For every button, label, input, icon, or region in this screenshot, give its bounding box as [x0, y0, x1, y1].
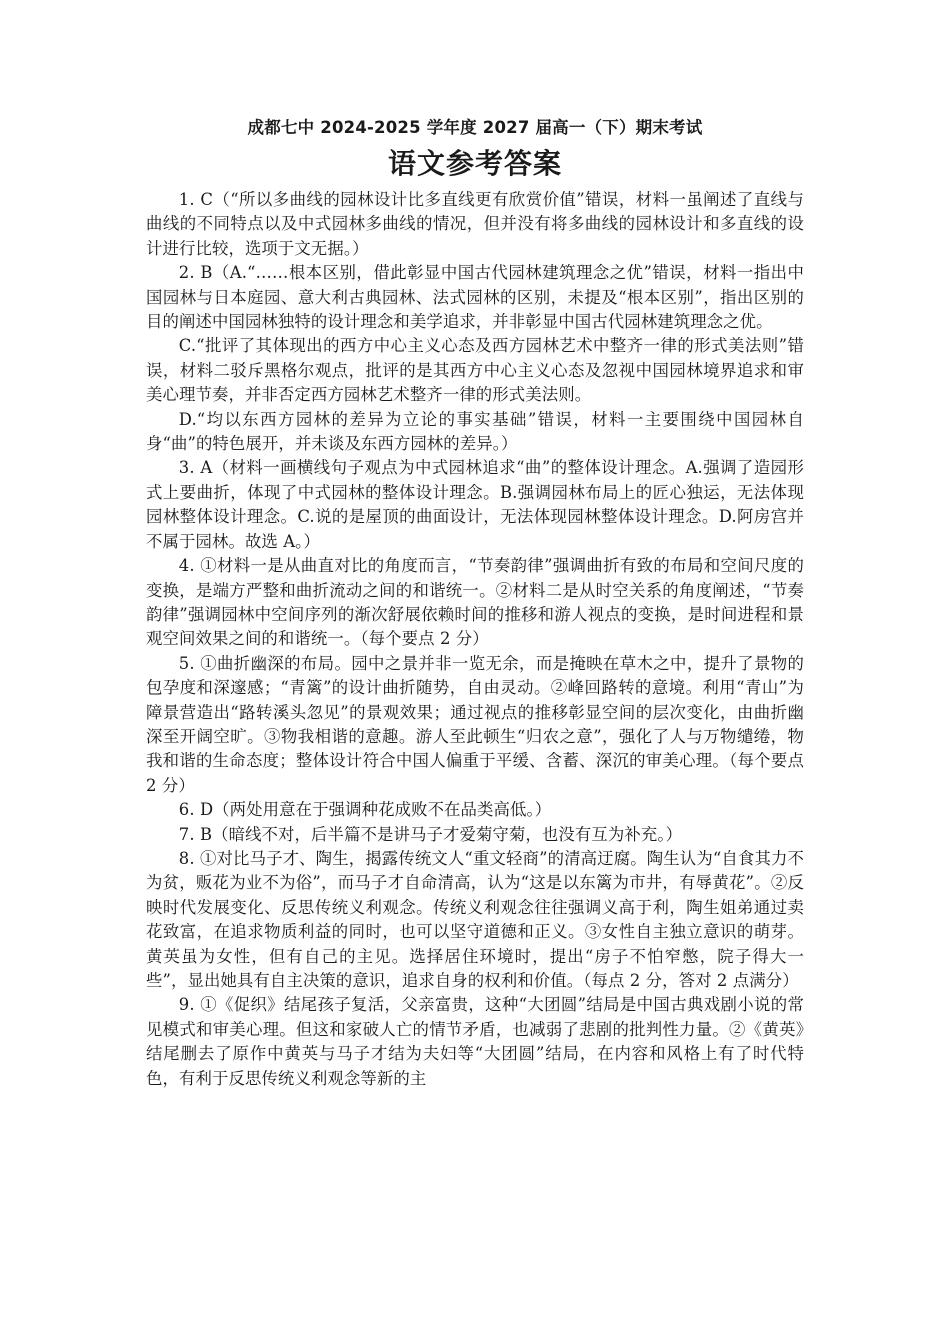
- exam-title: 成都七中 2024-2025 学年度 2027 届高一（下）期末考试: [247, 118, 703, 137]
- answer-2-a: 2. B（A.“……根本区别，借此彰显中国古代园林建筑理念之优”错误，材料一指出中国园林与日本庭园、意大利古典园林、法式园林的区别，未提及“根本区别”，指出区别的目的阐述中国园林独特的设计理念和美学追求，并非彰显中国古代园林建筑理念之优。: [146, 263, 804, 332]
- answer-6: 6. D（两处用意在于强调种花成败不在品类高低。）: [178, 800, 552, 820]
- answer-2-c: C.“批评了其体现出的西方中心主义心态及西方园林艺术中整齐一律的形式美法则”错误，材料二驳斥黑格尔观点，批评的是其西方中心主义心态及忽视中国园林境界追求和审美心理节奏，并非否定西方园林艺术整齐一律的形式美法则。: [146, 336, 804, 405]
- answer-5: 5. ①曲折幽深的布局。园中之景并非一览无余，而是掩映在草木之中，提升了景物的包孕度和深邃感；“青篱”的设计曲折随势，自由灵动。②峰回路转的意境。利用“青山”为障景营造出“路转溪头忽见”的景观效果；通过视点的推移彰显空间的层次变化，由曲折幽深至开阔空旷。③物我相谐的意趣。游人至此顿生“归农之意”，强化了人与万物缱绻，物我和谐的生命态度；整体设计符合中国人偏重于平缓、含蓄、深沉的审美心理。（每个要点 2 分）: [146, 653, 804, 795]
- answer-7: 7. B（暗线不对，后半篇不是讲马子才爱菊守菊，也没有互为补充。）: [178, 824, 683, 844]
- answer-8: 8. ①对比马子才、陶生，揭露传统文人“重文轻商”的清高迂腐。陶生认为“自食其力不为贫，贩花为业不为俗”，而马子才自命清高，认为“这是以东篱为市井，有辱黄花”。②反映时代发展变化、反思传统义利观念。传统义利观念往往强调义高于利，陶生姐弟通过卖花致富，在追求物质利益的同时，也可以坚守道德和正义。③女性自主独立意识的萌芽。黄英虽为女性，但有自己的主见。选择居住环境时，提出“房子不怕窄憋，院子得大一些”，显出她具有自主决策的意识，追求自身的权利和价值。（每点 2 分，答对 2 点满分）: [146, 848, 804, 990]
- answer-2-d: D.“均以东西方园林的差异为立论的事实基础”错误，材料一主要围绕中国园林自身“曲”的特色展开，并未谈及东西方园林的差异。）: [146, 409, 804, 454]
- answer-4: 4. ①材料一是从曲直对比的角度而言，“节奏韵律”强调曲折有致的布局和空间尺度的变换，是端方严整和曲折流动之间的和谐统一。②材料二是从时空关系的角度阐述，“节奏韵律”强调园林中空间序列的渐次舒展依赖时间的推移和游人视点的变换，是时间进程和景观空间效果之间的和谐统一。（每个要点 2 分）: [146, 556, 804, 649]
- answer-9: 9. ①《促织》结尾孩子复活，父亲富贵，这种“大团圆”结局是中国古典戏剧小说的常见模式和审美心理。但这和家破人亡的情节矛盾，也减弱了悲剧的批判性力量。②《黄英》结尾删去了原作中黄英与马子才结为夫妇等“大团圆”结局，在内容和风格上有了时代特色，有利于反思传统义利观念等新的主: [146, 995, 804, 1088]
- document-title: 语文参考答案: [387, 147, 562, 180]
- answer-1: 1. C（“所以多曲线的园林设计比多直线更有欣赏价值”错误，材料一虽阐述了直线与曲线的不同特点以及中式园林多曲线的情况，但并没有将多曲线的园林设计和多直线的设计进行比较，选项于文无据。）: [146, 190, 804, 258]
- answer-3: 3. A（材料一画横线句子观点为中式园林追求“曲”的整体设计理念。A.强调了造园形式上要曲折，体现了中式园林的整体设计理念。B.强调园林布局上的匠心独运，无法体现园林整体设计理念。C.说的是屋顶的曲面设计，无法体现园林整体设计理念。D.阿房宫并不属于园林。故选 A。）: [146, 458, 804, 551]
- answer-document: [146, 114, 804, 1091]
